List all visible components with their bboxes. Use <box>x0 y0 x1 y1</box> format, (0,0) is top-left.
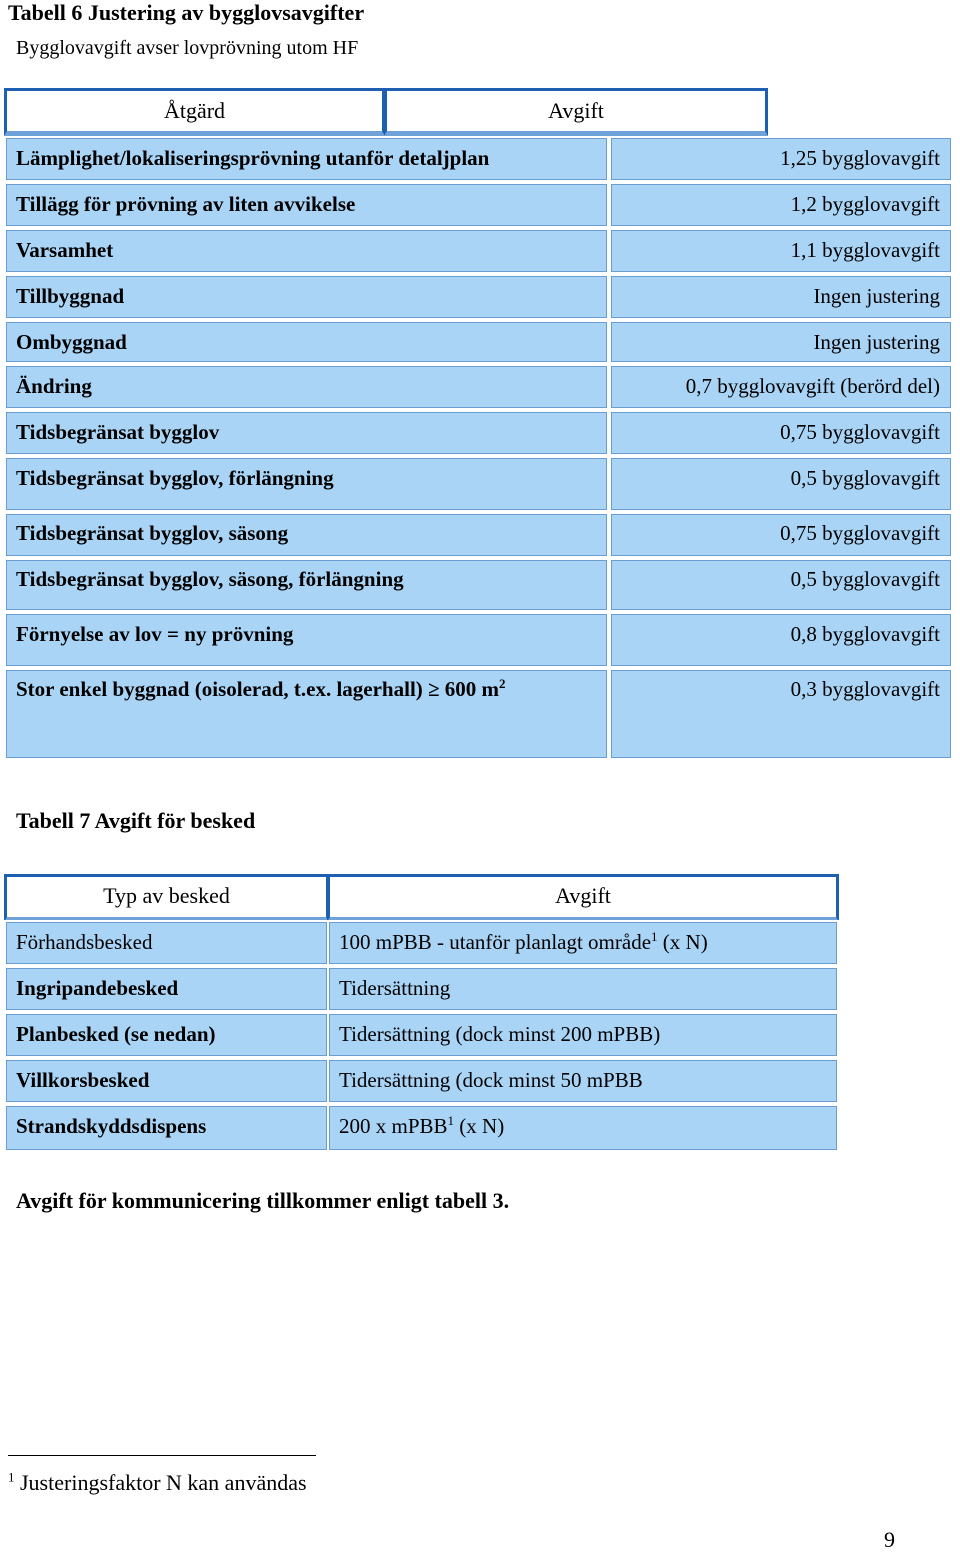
table7-header-fee-label: Avgift <box>555 883 611 908</box>
table6-row-action: Ändring <box>16 374 92 398</box>
table7-row-type: Strandskyddsdispens <box>16 1114 207 1138</box>
table7-row-fee-text: Tidersättning <box>339 976 451 1000</box>
table7-header-fee <box>327 874 839 922</box>
table7-row-fee-footnote-marker: 1 <box>447 1113 455 1128</box>
table6-row-action-sup: 2 <box>499 676 506 691</box>
table6-row-action: Tidsbegränsat bygglov, säsong <box>16 521 289 545</box>
table7-row-type: Ingripandebesked <box>16 976 179 1000</box>
table7-row-fee-suffix: (x N) <box>454 1114 505 1138</box>
table7-row-type: Villkorsbesked <box>16 1068 150 1092</box>
table6-row-fee: 0,8 bygglovavgift <box>790 622 940 646</box>
page-number: 9 <box>884 1527 895 1552</box>
table7-header-type-label: Typ av besked <box>103 883 230 908</box>
table7-row-fee <box>339 1022 660 1046</box>
table6-row-fee: 0,75 bygglovavgift <box>780 521 940 545</box>
table6-header-action-label: Åtgärd <box>163 98 226 123</box>
table6-row-fee: 1,25 bygglovavgift <box>780 146 940 170</box>
table7-row-fee <box>339 930 708 954</box>
table7-row-fee <box>339 1114 504 1138</box>
table6-subtitle: Bygglovavgift avser lovprövning utom HF <box>16 37 359 59</box>
note-text: Avgift för kommunicering tillkommer enligt tabell 3. <box>16 1188 510 1213</box>
footnote-marker: 1 <box>8 1469 15 1485</box>
table6-row-fee: 1,2 bygglovavgift <box>790 192 940 216</box>
table7-title: Tabell 7 Avgift för besked <box>16 808 256 833</box>
table6-row-action: Tidsbegränsat bygglov <box>16 420 220 444</box>
table6-row-action: Lämplighet/lokaliseringsprövning utanför detaljplan <box>16 146 490 170</box>
table6-row-fee: Ingen justering <box>813 284 940 308</box>
table6-row-action: Tidsbegränsat bygglov, förlängning <box>16 466 334 490</box>
table6-row-action: Tidsbegränsat bygglov, säsong, förlängning <box>16 567 404 591</box>
table7-row-fee-text: 100 mPBB - utanför planlagt område <box>339 930 652 954</box>
table6-header-fee-label: Avgift <box>548 98 604 123</box>
table6-row-fee: 0,5 bygglovavgift <box>790 466 940 490</box>
table7-row-fee <box>339 1068 643 1092</box>
footnote <box>8 1470 307 1496</box>
table6-row-action: Varsamhet <box>16 238 114 262</box>
table7-row-type: Planbesked (se nedan) <box>16 1022 216 1046</box>
table6-row-action: Ombyggnad <box>16 330 127 354</box>
table6-row-fee: 0,75 bygglovavgift <box>780 420 940 444</box>
table7-row-fee <box>339 976 450 1000</box>
footnote-divider <box>8 1455 316 1456</box>
table7-header-type <box>4 874 329 922</box>
table6-row-action: Tillägg för prövning av liten avvikelse <box>16 192 356 216</box>
footnote-text: Justeringsfaktor N kan användas <box>14 1470 307 1495</box>
table7-row-fee-footnote-marker: 1 <box>651 929 658 944</box>
table7-row-fee-text: Tidersättning (dock minst 50 mPBB <box>339 1068 643 1092</box>
table7-row-type: Förhandsbesked <box>16 930 153 954</box>
table6-header-fee <box>384 88 768 136</box>
table6-header-action <box>4 88 385 136</box>
table6-row-action-cell <box>4 364 609 410</box>
table6-row-action: Förnyelse av lov = ny prövning <box>16 622 294 646</box>
table7-row-fee-suffix: (x N) <box>657 930 708 954</box>
table6-row-fee: 0,7 bygglovavgift (berörd del) <box>685 374 940 398</box>
table7-row-fee-text: Tidersättning (dock minst 200 mPBB) <box>339 1022 661 1046</box>
table6-row-fee: 0,3 bygglovavgift <box>790 677 940 701</box>
table6-row-action: Tillbyggnad <box>16 284 125 308</box>
table7-row-fee-text: 200 x mPBB <box>339 1114 448 1138</box>
table6-row-action: Stor enkel byggnad (oisolerad, t.ex. lagerhall) ≥ 600 $m^2$ <box>16 676 506 701</box>
table6-row-fee: 0,5 bygglovavgift <box>790 567 940 591</box>
table6-row-fee: Ingen justering <box>813 330 940 354</box>
table6-row-fee: 1,1 bygglovavgift <box>790 238 940 262</box>
table6-title: Tabell 6 Justering av bygglovsavgifter <box>8 0 365 25</box>
